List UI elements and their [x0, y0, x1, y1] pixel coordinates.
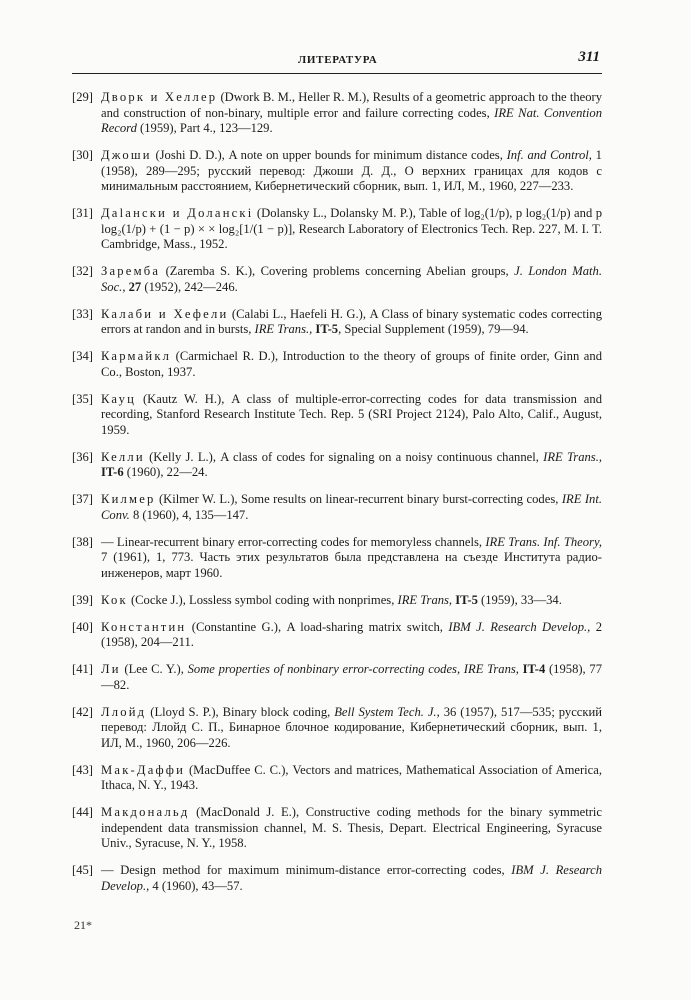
reference-item: [72, 593, 602, 609]
reference-volume: 27: [125, 279, 142, 294]
reference-text: — Linear-recurrent binary error-correcting codes for memoryless channels,: [101, 534, 486, 549]
reference-source: IRE Trans,: [397, 592, 453, 607]
reference-text: 36 (1957), 517—535; русский перевод: Ллойд С. П., Бинарное блочное кодирование, Кибернетический сборник, вып. 1, ИЛ, М., 1960, 206—226.: [101, 704, 602, 750]
reference-source: IRE Int. Conv.: [101, 492, 603, 522]
reference-text: , Special Supplement (1959), 79—94.: [338, 322, 529, 336]
reference-item: [72, 535, 602, 582]
reference-author: Килмер: [101, 492, 156, 506]
reference-text: (Zaremba S. K.), Covering problems concerning Abelian groups,: [160, 264, 515, 278]
reference-number: [45]: [72, 863, 93, 877]
reference-source: IRE Trans.,: [254, 322, 313, 336]
reference-author: Джоши: [101, 148, 152, 162]
reference-author: Макдональд: [101, 805, 190, 819]
reference-text: (Dwork B. M., Heller R. M.), Results of a geometric approach to the theory and construction of non-binary, multiple error and failure correcting codes,: [101, 90, 602, 120]
reference-text: (1959), Part 4., 123—129.: [136, 121, 273, 135]
reference-text: (Dolansky L., Dolansky M. P.), Table of log₂(1/p), p log₂(1/p) and p log₂(1/p) + (1 − p) × × log₂[1/(1 − p)], Research Laboratory of Electronics Tech. Rep. 227, M. I. T. Cambridge, Mass., 1952.: [101, 206, 602, 251]
reference-text: (1958), 77—82.: [101, 662, 602, 692]
reference-author: Ли: [101, 662, 121, 676]
reference-source: IRE Nat. Convention Record: [101, 105, 602, 135]
reference-item: [72, 90, 602, 137]
reference-source: IBM J. Research Develop.,: [101, 863, 602, 893]
reference-author: Ллойд: [101, 704, 147, 719]
reference-text: (Cocke J.), Lossless symbol coding with nonprimes,: [127, 592, 398, 607]
reference-item: [72, 863, 602, 894]
reference-number: [44]: [72, 805, 93, 819]
reference-text: (Joshi D. D.), A note on upper bounds for minimum distance codes,: [151, 148, 507, 162]
reference-volume: IT-4: [518, 662, 546, 676]
reference-item: [72, 392, 602, 439]
reference-source: Inf. and Control,: [506, 148, 592, 162]
reference-text: 2 (1958), 204—211.: [101, 619, 602, 649]
reference-author: Константин: [101, 619, 187, 634]
reference-text: (1952), 242—246.: [141, 279, 238, 294]
reference-number: [43]: [72, 762, 93, 777]
reference-item: [72, 264, 602, 295]
reference-item: [72, 206, 602, 253]
reference-number: [35]: [72, 391, 93, 406]
reference-author: Заремба: [101, 264, 161, 278]
reference-author: Кауц: [101, 391, 137, 406]
page-number: 311: [578, 49, 600, 65]
reference-item: [72, 763, 602, 794]
reference-text: (MacDuffee C. C.), Vectors and matrices, Mathematical Association of America, Ithaca, N. Y., 1943.: [101, 762, 602, 792]
reference-text: 7 (1961), 1, 773. Часть этих результатов была представлена на съезде Института радио-инженеров, март 1960.: [101, 550, 602, 580]
reference-text: (Kilmer W. L.), Some results on linear-recurrent binary burst-correcting codes,: [155, 492, 562, 506]
reference-text: 8 (1960), 4, 135—147.: [129, 507, 249, 522]
reference-number: [32]: [72, 264, 93, 278]
reference-text: 4 (1960), 43—57.: [149, 878, 243, 893]
reference-volume: IT-5: [312, 322, 339, 336]
reference-list: [72, 90, 602, 906]
reference-volume: IT-5: [452, 592, 478, 607]
reference-author: Кармайкл: [101, 349, 172, 363]
reference-text: (Calabi L., Haefeli H. G.), A Class of binary systematic codes correcting errors at randon and in bursts,: [101, 306, 602, 336]
reference-volume: IT-6: [101, 465, 124, 479]
reference-number: [31]: [72, 206, 93, 220]
reference-number: [34]: [72, 349, 93, 363]
reference-number: [41]: [72, 662, 93, 676]
reference-number: [39]: [72, 592, 93, 607]
running-head: ЛИТЕРАТУРА: [298, 54, 378, 66]
reference-number: [29]: [72, 90, 93, 104]
reference-author: Дalански и Доланскi: [101, 206, 254, 220]
reference-item: [72, 450, 602, 481]
reference-author: Мак-Даффи: [101, 762, 186, 777]
signature-mark: 21*: [74, 918, 92, 932]
reference-source: IRE Trans.,: [543, 449, 603, 464]
reference-source: J. London Math. Soc.,: [101, 264, 602, 294]
page-header: [72, 49, 602, 74]
reference-author: Калаби и Хефели: [101, 306, 229, 321]
reference-number: [33]: [72, 306, 93, 321]
reference-text: (Carmichael R. D.), Introduction to the theory of groups of finite order, Ginn and Co., Boston, 1937.: [101, 349, 602, 379]
reference-author: Келли: [101, 449, 145, 464]
reference-number: [36]: [72, 449, 93, 464]
reference-number: [40]: [72, 619, 93, 634]
reference-text: — Design method for maximum minimum-distance error-correcting codes,: [101, 863, 512, 877]
reference-number: [37]: [72, 492, 93, 506]
reference-text: 1 (1958), 289—295; русский перевод: Джоши Д. Д., О верхних границах для кодов с минимальным расстоянием, Кибернетический сборник, вып. 1, ИЛ, М., 1960, 227—233.: [101, 148, 602, 193]
reference-source: IBM J. Research Develop.,: [448, 619, 591, 634]
reference-source: IRE Trans. Inf. Theory,: [485, 534, 602, 549]
reference-text: (Kautz W. H.), A class of multiple-error-correcting codes for data transmission and recording, Stanford Research Institute Tech. Rep. 5 (SRI Project 2124), Palo Alto, Calif., August, 1959.: [101, 391, 602, 437]
reference-author: Кок: [101, 592, 128, 607]
reference-source: Some properties of nonbinary error-correcting codes, IRE Trans,: [187, 662, 519, 676]
reference-item: [72, 620, 602, 651]
reference-item: [72, 805, 602, 852]
reference-item: [72, 349, 602, 380]
reference-text: (MacDonald J. E.), Constructive coding methods for the binary symmetric independent data transmission channel, M. S. Thesis, Depart. Electrical Engineering, Syracuse Univ., Syracuse, N. Y., 1958.: [101, 805, 602, 850]
reference-text: (1960), 22—24.: [123, 465, 208, 479]
reference-number: [30]: [72, 148, 93, 162]
reference-number: [42]: [72, 704, 93, 719]
reference-text: (Kelly J. L.), A class of codes for signaling on a noisy continuous channel,: [144, 449, 544, 464]
reference-item: [72, 307, 602, 338]
reference-author: Дворк и Хеллер: [101, 90, 218, 104]
reference-text: (Lee C. Y.),: [120, 662, 188, 676]
reference-item: [72, 662, 602, 693]
reference-item: [72, 148, 602, 195]
reference-text: (Lloyd S. P.), Binary block coding,: [146, 704, 335, 719]
reference-source: Bell System Tech. J.,: [334, 704, 440, 719]
reference-item: [72, 492, 602, 523]
reference-text: (Constantine G.), A load-sharing matrix switch,: [186, 619, 449, 634]
reference-number: [38]: [72, 534, 93, 549]
reference-item: [72, 705, 602, 752]
reference-text: (1959), 33—34.: [477, 592, 562, 607]
